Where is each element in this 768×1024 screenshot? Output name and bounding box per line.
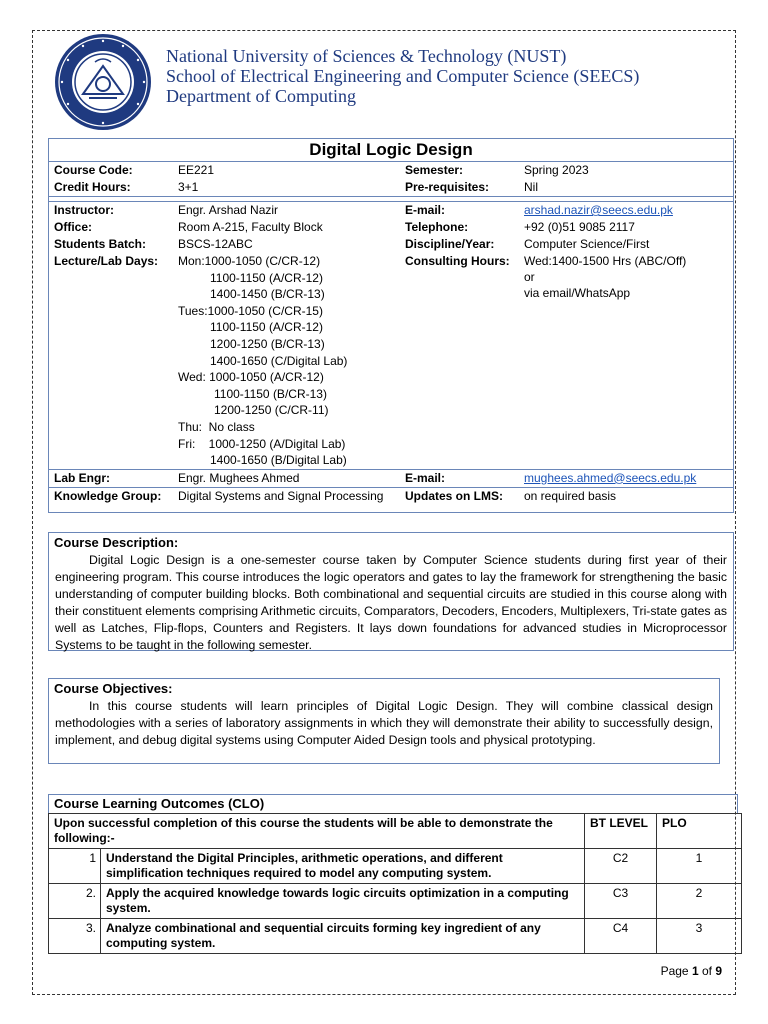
schedule-line: Tues:1000-1050 (C/CR-15) — [178, 303, 323, 318]
clo-text: Apply the acquired knowledge towards logic circuits optimization in a computing system. — [101, 884, 585, 919]
clo-table — [48, 813, 742, 954]
schedule-line: 1400-1450 (B/CR-13) — [210, 287, 325, 302]
description-text: Digital Logic Design is a one-semester course taken by Computer Science students during first year of their engineering program. This course introduces the logic operators and gates to lay the framework for strengthening the basic understanding of computer building blocks. Both combinational and sequential circuits are studied in this course along with their constituent elements comprising Arithmetic circuits, Comparators, Decoders, Encoders, Multiplexers, Tri-state gates as well as Latches, Flip-flops, Counters and Registers. It lays down foundations for advanced studies in Microprocessor Systems to be taught in the following semester. — [55, 553, 727, 652]
clo-plo: 3 — [657, 919, 742, 954]
table-row — [49, 919, 742, 954]
consulting-line: Wed:1400-1500 Hrs (ABC/Off) — [524, 254, 687, 268]
clo-plo: 1 — [657, 849, 742, 884]
office: Room A-215, Faculty Block — [178, 220, 323, 234]
institution-header — [166, 46, 639, 106]
instructor-email-link[interactable]: arshad.nazir@seecs.edu.pk — [524, 203, 673, 217]
semester: Spring 2023 — [518, 162, 734, 180]
schedule-line: 1100-1150 (A/CR-12) — [210, 270, 323, 285]
schedule-line: Fri: 1000-1250 (A/Digital Lab) — [178, 436, 346, 451]
schedule-line: 1200-1250 (C/CR-11) — [214, 403, 329, 418]
school-name: School of Electrical Engineering and Computer Science (SEECS) — [166, 66, 640, 86]
nust-seal-logo — [53, 32, 153, 132]
clo-text: Understand the Digital Principles, arithmetic operations, and different simplification techniques required to model any computing system. — [101, 849, 585, 884]
lab-email-link[interactable]: mughees.ahmed@seecs.edu.pk — [524, 470, 697, 485]
clo-bt: C4 — [585, 919, 657, 954]
schedule-line: 1400-1650 (C/Digital Lab) — [210, 353, 348, 368]
telephone: +92 (0)51 9085 2117 — [524, 220, 635, 234]
consulting-line: or — [524, 270, 535, 284]
clo-num: 2. — [49, 884, 101, 919]
objectives-text: In this course students will learn principles of Digital Logic Design. They will combine classical design methodologies with a series of laboratory assignments in which they will demonstrate their ability to successfully design, implement, and debug digital systems using Computer Aided Design tools and physical prototyping. — [55, 699, 713, 747]
course-title: Digital Logic Design — [309, 140, 473, 159]
course-code-label: Course Code: — [48, 162, 172, 180]
course-code: EE221 — [172, 162, 399, 180]
consulting-line: via email/WhatsApp — [524, 286, 631, 300]
knowledge-group: Digital Systems and Signal Processing — [172, 487, 399, 505]
lab-engr-label: Lab Engr: — [48, 469, 172, 487]
clo-num: 3. — [49, 919, 101, 954]
credit-hours: 3+1 — [172, 179, 399, 197]
lecture-days-label: Lecture/Lab Days: — [54, 254, 159, 268]
office-label: Office: — [54, 220, 93, 234]
clo-num: 1 — [49, 849, 101, 884]
prereq: Nil — [518, 179, 734, 197]
email-label: E-mail: — [399, 202, 518, 220]
schedule-line: Wed: 1000-1050 (A/CR-12) — [178, 370, 324, 385]
course-objectives-box — [48, 678, 720, 764]
schedule-line: 1100-1150 (B/CR-13) — [214, 386, 327, 401]
knowledge-group-label: Knowledge Group: — [48, 487, 172, 505]
instructor-label: Instructor: — [48, 202, 172, 220]
consulting-label: Consulting Hours: — [405, 254, 510, 268]
lab-engr: Engr. Mughees Ahmed — [172, 469, 399, 487]
batch: BSCS-12ABC — [178, 237, 253, 251]
lecture-days-schedule — [172, 253, 399, 469]
course-description-box — [48, 532, 734, 651]
objectives-heading: Course Objectives: — [54, 681, 173, 696]
discipline: Computer Science/First — [524, 237, 650, 251]
course-info-table — [48, 161, 734, 505]
table-row — [49, 884, 742, 919]
page-footer — [661, 964, 722, 978]
schedule-line: Mon:1000-1050 (C/CR-12) — [178, 254, 321, 268]
credit-hours-label: Credit Hours: — [48, 179, 172, 197]
schedule-line: 1400-1650 (B/Digital Lab) — [210, 453, 347, 468]
clo-text: Analyze combinational and sequential circuits forming key ingredient of any computing system. — [101, 919, 585, 954]
lms-updates: on required basis — [518, 487, 734, 505]
description-heading: Course Description: — [54, 535, 179, 550]
page-number: 1 — [691, 964, 699, 978]
schedule-line: 1100-1150 (A/CR-12) — [210, 320, 323, 335]
instructor: Engr. Arshad Nazir — [172, 202, 399, 220]
clo-heading: Course Learning Outcomes (CLO) — [54, 796, 265, 811]
university-name: National University of Sciences & Technology (NUST) — [166, 46, 567, 66]
plo-header: PLO — [657, 814, 742, 849]
clo-heading-box — [48, 794, 738, 814]
prereq-label: Pre-requisites: — [399, 179, 518, 197]
schedule-line: 1200-1250 (B/CR-13) — [210, 336, 325, 351]
semester-label: Semester: — [399, 162, 518, 180]
clo-bt: C2 — [585, 849, 657, 884]
clo-plo: 2 — [657, 884, 742, 919]
clo-bt: C3 — [585, 884, 657, 919]
lab-email-label: E-mail: — [399, 469, 518, 487]
page-of: of — [698, 964, 716, 978]
lms-label: Updates on LMS: — [399, 487, 518, 505]
page-prefix: Page — [660, 964, 692, 978]
clo-intro: Upon successful completion of this course the students will be able to demonstrate the following:- — [49, 814, 585, 849]
batch-label: Students Batch: — [54, 237, 147, 251]
department-name: Department of Computing — [166, 86, 356, 106]
page-total: 9 — [715, 964, 722, 978]
telephone-label: Telephone: — [405, 220, 469, 234]
schedule-line: Thu: No class — [178, 419, 255, 434]
discipline-label: Discipline/Year: — [405, 237, 495, 251]
consulting-hours — [518, 253, 734, 469]
table-row — [49, 849, 742, 884]
bt-level-header: BT LEVEL — [585, 814, 657, 849]
